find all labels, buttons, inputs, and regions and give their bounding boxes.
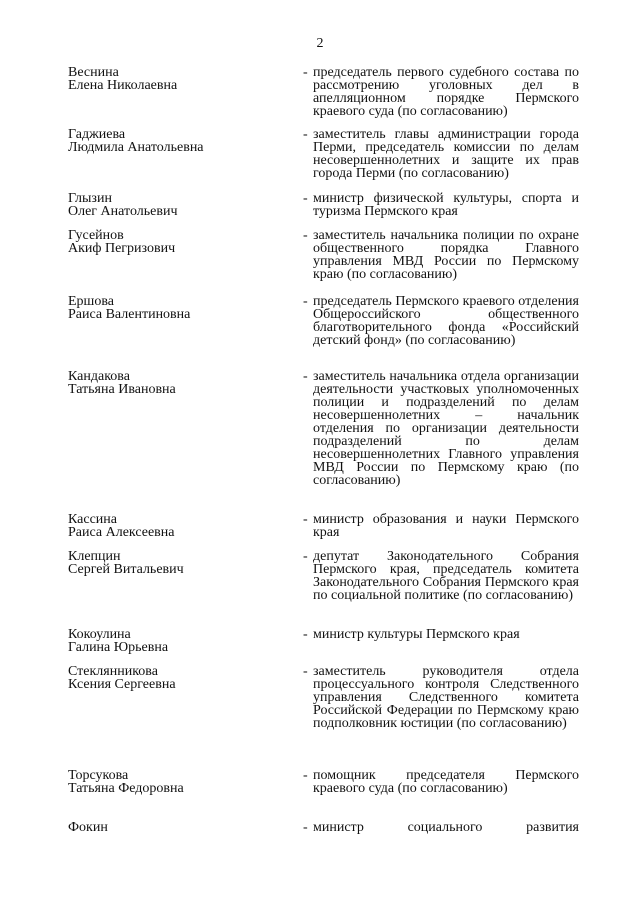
member-surname: Стеклянникова xyxy=(68,664,158,679)
member-given-names: Ксения Сергеевна xyxy=(68,677,176,692)
member-surname: Гаджиева xyxy=(68,127,126,142)
dash-separator: - xyxy=(303,664,308,679)
member-name xyxy=(68,192,288,218)
member-role: министр культуры Пермского края xyxy=(313,627,520,642)
dash-separator: - xyxy=(303,820,308,835)
member-surname: Фокин xyxy=(68,820,108,835)
dash-separator: - xyxy=(303,127,308,142)
member-role: заместитель руководителя отдела процессуального контроля Следственного управления Следственного комитета Российской Федерации по Пермскому краю подполковник юстиции (по согласованию) xyxy=(313,664,579,731)
member-given-names: Галина Юрьевна xyxy=(68,640,169,655)
member-given-names: Олег Анатольевич xyxy=(68,204,178,219)
member-surname: Гусейнов xyxy=(68,228,124,243)
member-given-names: Акиф Пегризович xyxy=(68,241,176,256)
member-surname: Ершова xyxy=(68,294,114,309)
member-role: председатель Пермского краевого отделения Общероссийского общественного благотворительного фонда «Российский детский фонд» (по согласованию) xyxy=(313,294,579,348)
dash-separator: - xyxy=(303,549,308,564)
dash-separator: - xyxy=(303,228,308,243)
member-surname: Глызин xyxy=(68,191,112,206)
member-name xyxy=(68,370,288,396)
member-role: заместитель главы администрации города Перми, председатель комиссии по делам несовершеннолетних и защите их прав города Перми (по согласованию) xyxy=(313,127,579,181)
member-name xyxy=(68,550,288,576)
member-role: председатель первого судебного состава по рассмотрению уголовных дел в апелляционном порядке Пермского краевого суда (по согласованию) xyxy=(313,65,579,119)
member-role: заместитель начальника отдела организации деятельности участковых уполномоченных полиции и подразделений по делам несовершеннолетних – начальник отделения по организации деятельности подразделений по делам несовершеннолетних Главного управления МВД России по Пермскому краю (по согласованию) xyxy=(313,369,579,488)
member-given-names: Татьяна Федоровна xyxy=(68,781,184,796)
dash-separator: - xyxy=(303,512,308,527)
member-name xyxy=(68,513,288,539)
member-name xyxy=(68,66,288,92)
member-given-names: Татьяна Ивановна xyxy=(68,382,176,397)
dash-separator: - xyxy=(303,191,308,206)
dash-separator: - xyxy=(303,65,308,80)
member-role: депутат Законодательного Собрания Пермского края, председатель комитета Законодательного Собрания Пермского края по социальной политике (по согласованию) xyxy=(313,549,579,603)
page-number: 2 xyxy=(316,36,324,51)
member-surname: Торсукова xyxy=(68,768,129,783)
member-name xyxy=(68,128,288,154)
dash-separator: - xyxy=(303,768,308,783)
member-name xyxy=(68,769,288,795)
member-surname: Кандакова xyxy=(68,369,130,384)
member-surname: Кокоулина xyxy=(68,627,131,642)
member-given-names: Людмила Анатольевна xyxy=(68,140,204,155)
dash-separator: - xyxy=(303,369,308,384)
member-name xyxy=(68,628,288,654)
member-given-names: Сергей Витальевич xyxy=(68,562,184,577)
member-given-names: Раиса Валентиновна xyxy=(68,307,191,322)
member-role: министр образования и науки Пермского края xyxy=(313,512,579,540)
member-name xyxy=(68,821,288,834)
member-surname: Кассина xyxy=(68,512,117,527)
member-surname: Клепцин xyxy=(68,549,121,564)
member-role: министр социального развития xyxy=(313,820,579,835)
member-role: министр физической культуры, спорта и туризма Пермского края xyxy=(313,191,579,219)
member-name xyxy=(68,295,288,321)
dash-separator: - xyxy=(303,627,308,642)
member-role: помощник председателя Пермского краевого суда (по согласованию) xyxy=(313,768,579,796)
member-name xyxy=(68,229,288,255)
dash-separator: - xyxy=(303,294,308,309)
member-given-names: Раиса Алексеевна xyxy=(68,525,175,540)
member-name xyxy=(68,665,288,691)
member-given-names: Елена Николаевна xyxy=(68,78,178,93)
member-surname: Веснина xyxy=(68,65,119,80)
member-role: заместитель начальника полиции по охране общественного порядка Главного управления МВД России по Пермскому краю (по согласованию) xyxy=(313,228,579,282)
